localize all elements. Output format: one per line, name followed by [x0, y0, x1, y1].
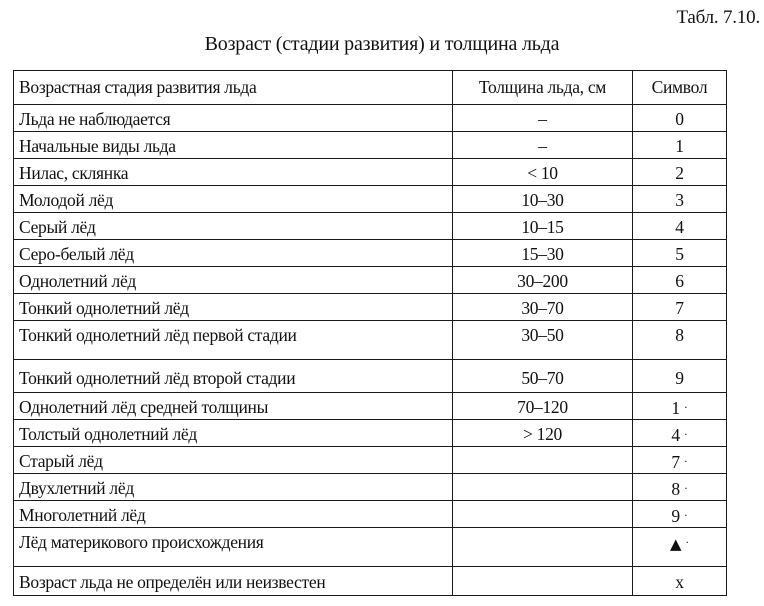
symbol-cell [632, 159, 726, 186]
symbol-cell [632, 321, 726, 360]
ice-age-table [13, 70, 727, 596]
symbol-cell [632, 447, 726, 474]
symbol-cell [632, 393, 726, 420]
stage-cell: Однолетний лёд [14, 267, 453, 294]
triangle-icon: ▲ [669, 535, 682, 553]
symbol-cell [632, 240, 726, 267]
symbol-dot: · [683, 400, 688, 414]
symbol-value: 2 [675, 163, 684, 183]
table-row [14, 321, 727, 360]
header-thickness: Толщина льда, см [453, 71, 633, 105]
table-title: Возраст (стадии развития) и толщина льда [204, 33, 560, 55]
stage-cell: Тонкий однолетний лёд [14, 294, 453, 321]
symbol-cell [632, 213, 726, 240]
table-row [14, 447, 727, 474]
thickness-cell: 15–30 [453, 240, 633, 267]
thickness-cell: < 10 [453, 159, 633, 186]
symbol-dot: · [685, 535, 689, 549]
table-row [14, 420, 727, 447]
symbol-value: 1 [671, 398, 680, 418]
thickness-cell: – [453, 105, 633, 132]
symbol-value: 3 [675, 190, 684, 210]
stage-cell: Льда не наблюдается [14, 105, 453, 132]
table-row [14, 528, 727, 567]
symbol-cell [632, 360, 726, 393]
symbol-cell [632, 294, 726, 321]
symbol-cell [632, 186, 726, 213]
header-stage: Возрастная стадия развития льда [14, 71, 453, 105]
table-row [14, 240, 727, 267]
symbol-cell [632, 105, 726, 132]
symbol-dot: · [683, 481, 688, 495]
symbol-cell [632, 420, 726, 447]
symbol-value: 8 [671, 479, 680, 499]
table-row [14, 267, 727, 294]
table-row [14, 294, 727, 321]
thickness-cell: 30–200 [453, 267, 633, 294]
thickness-cell [453, 447, 633, 474]
stage-cell: Лёд материкового происхождения [14, 528, 453, 567]
table-row [14, 132, 727, 159]
table-header-row [14, 71, 727, 105]
symbol-cell [632, 501, 726, 528]
stage-cell: Молодой лёд [14, 186, 453, 213]
symbol-dot: · [683, 427, 688, 441]
stage-cell: Двухлетний лёд [14, 474, 453, 501]
thickness-cell [453, 567, 633, 596]
symbol-value: 0 [675, 109, 684, 129]
symbol-value: 5 [675, 244, 684, 264]
stage-cell: Старый лёд [14, 447, 453, 474]
thickness-cell: 70–120 [453, 393, 633, 420]
table-row [14, 501, 727, 528]
symbol-value: 4 [675, 217, 684, 237]
thickness-cell: – [453, 132, 633, 159]
table-row [14, 213, 727, 240]
header-symbol: Символ [632, 71, 726, 105]
table-row [14, 159, 727, 186]
symbol-cell [632, 132, 726, 159]
thickness-cell: 10–15 [453, 213, 633, 240]
thickness-cell [453, 528, 633, 567]
symbol-cell [632, 528, 726, 567]
symbol-cell [632, 567, 726, 596]
stage-cell: Нилас, склянка [14, 159, 453, 186]
table-number-label: Табл. 7.10. [676, 7, 760, 28]
thickness-cell [453, 501, 633, 528]
symbol-dot: · [683, 508, 688, 522]
symbol-value: 7 [671, 452, 680, 472]
table-row [14, 474, 727, 501]
thickness-cell [453, 474, 633, 501]
symbol-value: 1 [675, 136, 684, 156]
symbol-dot: · [683, 454, 688, 468]
stage-cell: Тонкий однолетний лёд первой стадии [14, 321, 453, 360]
symbol-value: 7 [675, 298, 684, 318]
symbol-value: 4 [671, 425, 680, 445]
symbol-cell [632, 267, 726, 294]
table-row [14, 186, 727, 213]
stage-cell: Тонкий однолетний лёд второй стадии [14, 360, 453, 393]
symbol-value: 9 [675, 368, 684, 388]
symbol-value: 8 [675, 325, 684, 345]
symbol-value: 9 [671, 506, 680, 526]
stage-cell: Многолетний лёд [14, 501, 453, 528]
table-row [14, 567, 727, 596]
symbol-value: x [675, 572, 684, 592]
stage-cell: Возраст льда не определён или неизвестен [14, 567, 453, 596]
table-row [14, 105, 727, 132]
stage-cell: Серый лёд [14, 213, 453, 240]
table-row [14, 360, 727, 393]
stage-cell: Начальные виды льда [14, 132, 453, 159]
stage-cell: Серо-белый лёд [14, 240, 453, 267]
stage-cell: Однолетний лёд средней толщины [14, 393, 453, 420]
symbol-value: 6 [675, 271, 684, 291]
stage-cell: Толстый однолетний лёд [14, 420, 453, 447]
table-row [14, 393, 727, 420]
thickness-cell: 50–70 [453, 360, 633, 393]
thickness-cell: 10–30 [453, 186, 633, 213]
thickness-cell: > 120 [453, 420, 633, 447]
thickness-cell: 30–50 [453, 321, 633, 360]
thickness-cell: 30–70 [453, 294, 633, 321]
symbol-cell [632, 474, 726, 501]
